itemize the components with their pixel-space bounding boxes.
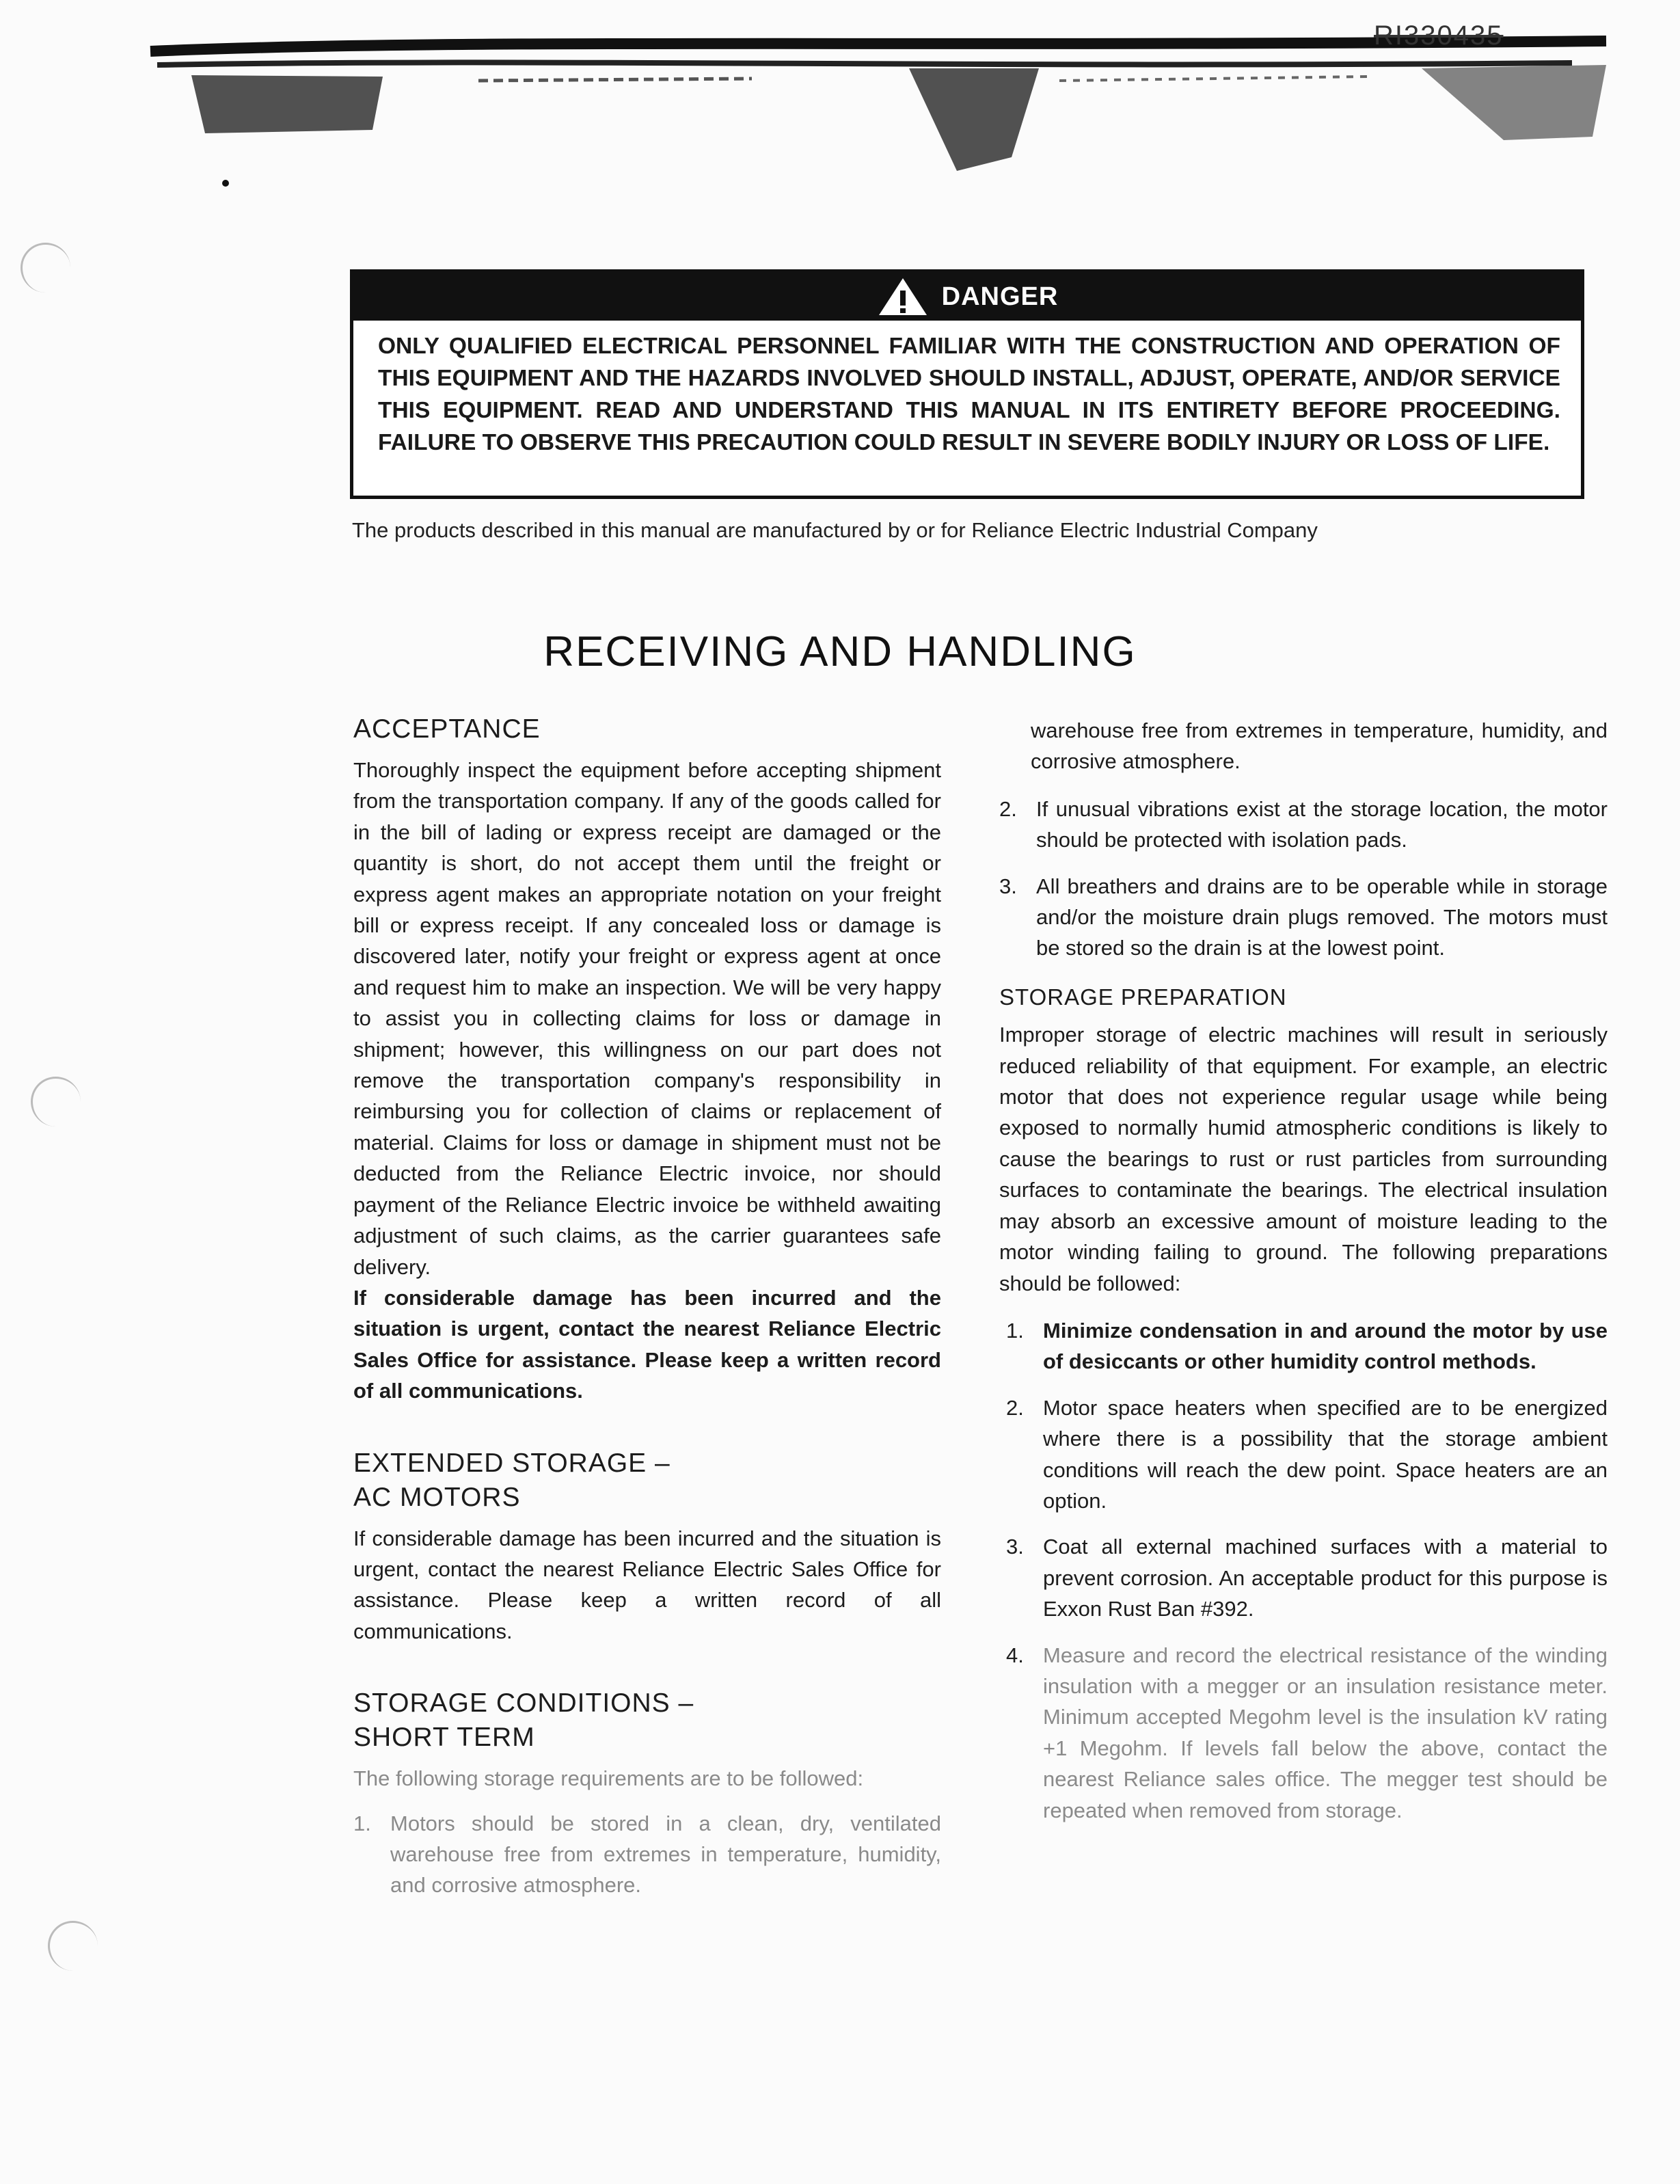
storage-preparation-list (999, 1315, 1608, 1826)
list-item (999, 794, 1608, 856)
punch-hole-middle (31, 1077, 81, 1127)
list-item-number: 3. (999, 874, 1017, 898)
extended-storage-heading-1: EXTENDED STORAGE – (353, 1448, 670, 1478)
right-column (999, 715, 1608, 1841)
acceptance-paragraph: Thoroughly inspect the equipment before accepting shipment from the transportation company. If any of the goods called for in the bill of lading or express receipt are damaged or the quantity is short, do not accept them until the freight or express agent makes an appropriate notation on your freight bill or express receipt. If any concealed loss or damage is discovered later, notify your freight or express agent at once and request him to make an inspection. We will be very happy to assist you in collecting claims for loss or damage in shipment; however, this willingness on our part does not remove the transportation company's responsibility in reimbursing you for collection of claims or replacement of material. Claims for loss or damage in shipment must not be deducted from the Reliance Electric invoice, nor should payment of the Reliance Electric invoice be withheld awaiting adjustment of such claims, as the carrier guarantees safe delivery. (353, 758, 941, 1279)
acceptance-urgent-paragraph: If considerable damage has been incurred and the situation is urgent, contact the nearest Reliance Electric Sales Office for assistance. Please keep a written record of all communications. (353, 1285, 941, 1403)
list-item-text: Coat all external machined surfaces with a material to prevent corrosion. An acceptable product for this purpose is Exxon Rust Ban #392. (1043, 1535, 1608, 1621)
storage-preparation-paragraph: Improper storage of electric machines will result in seriously reduced reliability of that equipment. For example, an electric motor that does not experience regular usage while being exposed to normally humid atmospheric conditions is likely to cause the bearings to rust or rust particles from surrounding surfaces to contaminate the bearings. The electrical insulation may absorb an excessive amount of moisture leading to the motor winding failing to ground. The following preparations should be followed: (999, 1023, 1608, 1295)
list-item-number: 1. (1006, 1318, 1024, 1343)
storage-preparation-heading: STORAGE PREPARATION (999, 984, 1287, 1010)
extended-storage-section (353, 1446, 941, 1647)
list-item-number: 2. (999, 796, 1017, 821)
storage-conditions-heading-1: STORAGE CONDITIONS – (353, 1688, 694, 1718)
danger-label: DANGER (941, 282, 1059, 311)
manufacturer-note: The products described in this manual are manufactured by or for Reliance Electric Industrial Company (352, 518, 1318, 542)
list-item-number: 2. (1006, 1395, 1024, 1420)
danger-text: ONLY QUALIFIED ELECTRICAL PERSONNEL FAMILIAR WITH THE CONSTRUCTION AND OPERATION OF THIS EQUIPMENT AND THE HAZARDS INVOLVED SHOULD INSTALL, ADJUST, OPERATE, AND/OR SERVICE THIS EQUIPMENT. READ AND UNDERSTAND THIS MANUAL IN ITS ENTIRETY BEFORE PROCEEDING. FAILURE TO OBSERVE THIS PRECAUTION COULD RESULT IN SEVERE BODILY INJURY OR LOSS OF LIFE. (378, 334, 1560, 455)
list-item-number: 3. (1006, 1535, 1024, 1559)
storage-conditions-list-continued (999, 794, 1608, 964)
list-item-text: Motor space heaters when specified are to be energized where there is a possibility that the storage ambient conditions will reach the dew point. Space heaters are an option. (1043, 1395, 1608, 1513)
document-id: RI330435 (1374, 21, 1504, 51)
list-item-number: 1. (353, 1811, 371, 1835)
acceptance-heading: ACCEPTANCE (353, 714, 541, 744)
list-item (1006, 1531, 1608, 1624)
danger-notice (350, 269, 1584, 499)
continued-text: warehouse free from extremes in temperature, humidity, and corrosive atmosphere. (1031, 718, 1608, 774)
extended-storage-heading-2: AC MOTORS (353, 1482, 521, 1512)
storage-conditions-section (353, 1686, 941, 1901)
danger-header (353, 273, 1581, 321)
list-item (1006, 1315, 1608, 1377)
list-item-number: 4. (1006, 1643, 1024, 1667)
punch-hole-top (21, 243, 70, 293)
extended-storage-paragraph: If considerable damage has been incurred and the situation is urgent, contact the nearest Reliance Electric Sales Office for assistance. Please keep a written record of all communications. (353, 1526, 941, 1643)
warning-triangle-icon (876, 275, 930, 318)
storage-conditions-intro: The following storage requirements are to be followed: (353, 1766, 864, 1791)
list-item-text: Minimize condensation in and around the motor by use of desiccants or other humidity control methods. (1043, 1318, 1608, 1374)
list-item (1006, 1640, 1608, 1826)
list-item-text: Motors should be stored in a clean, dry, ventilated warehouse free from extremes in temperature, humidity, and corrosive atmosphere. (390, 1811, 941, 1898)
storage-conditions-heading-2: SHORT TERM (353, 1723, 535, 1753)
storage-preparation-section (999, 982, 1608, 1826)
list-item-text: All breathers and drains are to be operable while in storage and/or the moisture drain plugs removed. The motors must be stored so the drain is at the lowest point. (1036, 874, 1608, 960)
list-item (1006, 1392, 1608, 1517)
storage-conditions-list (353, 1808, 941, 1901)
left-column (353, 712, 941, 1916)
list-item (353, 1808, 941, 1901)
list-item-text: Measure and record the electrical resistance of the winding insulation with a megger or an insulation resistance meter. Minimum accepted Megohm level is the insulation kV rating +1 Megohm. If levels fall below the above, contact the nearest Reliance sales office. The megger test should be repeated when removed from storage. (1043, 1643, 1608, 1822)
list-item-text: If unusual vibrations exist at the storage location, the motor should be protected with isolation pads. (1036, 796, 1608, 852)
page-title: RECEIVING AND HANDLING (543, 628, 1137, 675)
punch-hole-bottom (48, 1921, 98, 1971)
list-item (999, 871, 1608, 964)
